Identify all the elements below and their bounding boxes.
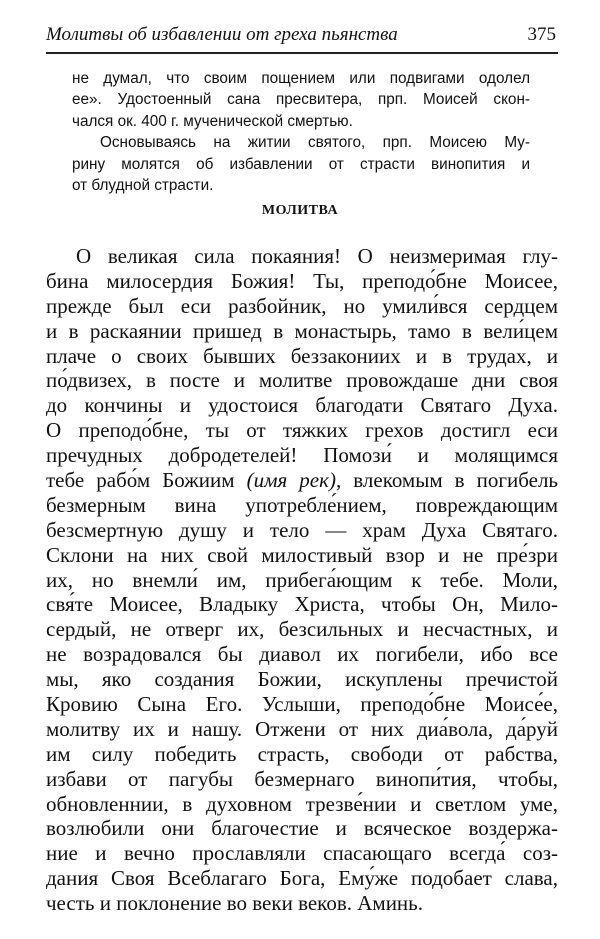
prayer-line: безмерным вина употребле́нием, повреждающим — [46, 492, 558, 517]
prayer-line: молитву их и нашу. Отжени от них диа́вола, да́руй — [46, 716, 558, 741]
prayer-line: возлюбили они благочестие и всяческое воздержа- — [46, 816, 558, 841]
text-segment: , влекомым в погибель — [335, 468, 559, 493]
prayer-line: не возрадовался бы диавол их погибели, ибо все — [46, 642, 558, 667]
prayer-line: О великая сила покаяния! О неизмеримая глу- — [76, 244, 558, 268]
prayer-line — [46, 468, 558, 493]
prayer-line: прежде был еси разбойник, но умили́вся сердцем — [46, 293, 558, 318]
text-line: рину молятся об избавлении от страсти винопития и — [72, 155, 530, 173]
prayer-line: Склони на них свой милостивый взор и не пре́зри — [46, 542, 558, 567]
section-heading: МОЛИТВА — [261, 203, 339, 218]
prayer-line: их, но внемли́ им, прибега́ющим к тебе. Моли, — [46, 567, 558, 592]
prayer-line: плаче о своих бывших беззакониих и в трудах, и — [46, 343, 558, 368]
running-header — [46, 24, 558, 54]
prayer-line: безсмертную душу и тело — храм Духа Святаго. — [46, 517, 558, 542]
text-line: чался ок. 400 г. мученической смертью. — [72, 112, 353, 130]
running-title: Молитвы об избавлении от греха пьянства — [46, 24, 398, 45]
prayer-line: свя́те Моисее, Владыку Христа, чтобы Он, Мило- — [46, 592, 558, 617]
intro-text — [72, 68, 530, 196]
prayer-line: Кровию Сына Его. Услыши, преподо́бне Моисе́е, — [46, 692, 558, 717]
prayer-line: по́двизех, в посте и молитве провождаше дни своя — [46, 368, 558, 393]
text-line: Основываясь на житии святого, прп. Моисею Му- — [100, 134, 530, 152]
prayer-line: дания Своя Всеблагаго Бога, Ему́же подобает слава, — [46, 866, 558, 891]
prayer-line: до кончины и удостоися благодати Святаго Духа. — [46, 393, 558, 418]
text-line: ее». Удостоенный сана пресвитера, прп. Моисей скон- — [72, 91, 530, 109]
text-line: не думал, что своим пощением или подвигами одолел — [72, 70, 530, 87]
prayer-text — [46, 244, 558, 916]
text-line: от блудной страсти. — [72, 176, 214, 194]
prayer-line: сердый, не отверг их, безсильных и несчастных, и — [46, 617, 558, 642]
prayer-line: честь и поклонение во веки веков. Аминь. — [46, 891, 423, 916]
prayer-line: избави от пагубы безмернаго винопи́тия, чтобы, — [46, 766, 558, 791]
prayer-line: и в раскаянии пришед в монастырь, тамо в вели́цем — [46, 318, 558, 343]
prayer-line: обновленнии, в духовном трезве́нии и светлом уме, — [46, 791, 558, 816]
prayer-line: бина милосердия Божия! Ты, преподо́бне Моисее, — [46, 268, 558, 293]
prayer-line: О преподо́бне, ты от тяжких грехов достигл еси — [46, 418, 558, 443]
prayer-line: мы, яко создания Божии, искуплены пречистой — [46, 667, 558, 692]
text-segment: тебе рабо́м Божиим — [46, 468, 247, 493]
prayer-line: пречудных добродетелей! Помози́ и молящимся — [46, 443, 558, 468]
name-placeholder: (имя рек) — [246, 468, 336, 493]
prayer-line: ние и вечно прославляли спасающаго всегда́ соз- — [46, 841, 558, 866]
page-number: 375 — [527, 24, 556, 45]
prayer-line: им силу победить страсть, свободи от рабства, — [46, 741, 558, 766]
